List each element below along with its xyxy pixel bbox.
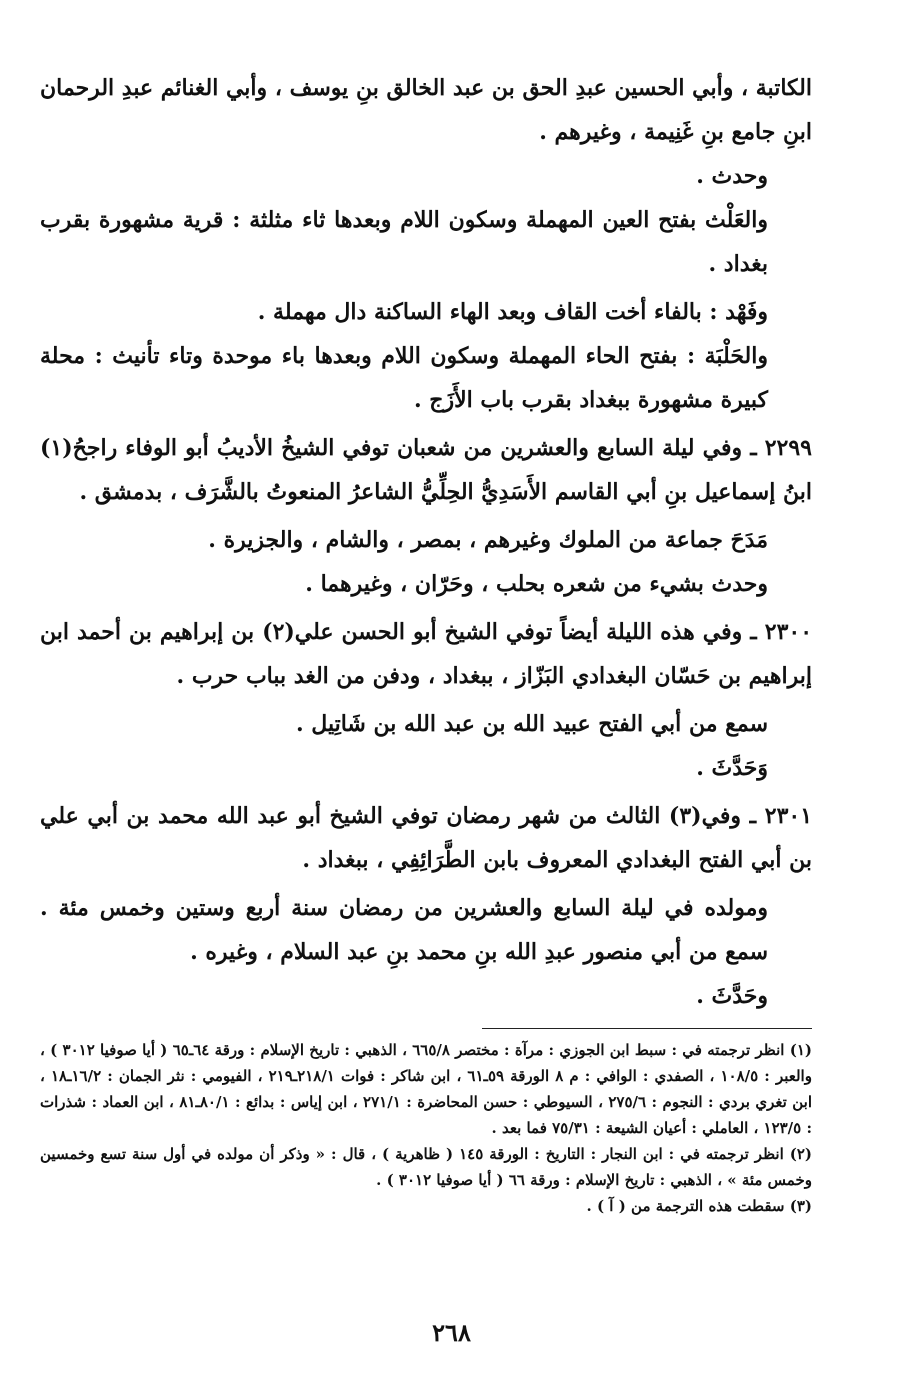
footnotes (40, 1037, 812, 1219)
paragraph: والعَلْث بفتح العين المهملة وسكون اللام وبعدها ثاء مثلثة : قرية مشهورة بقرب بغداد . (40, 207, 768, 277)
footnote-separator (482, 1028, 812, 1029)
paragraph: وحدث . (696, 163, 768, 189)
paragraph: الكاتبة ، وأبي الحسين عبدِ الحق بن عبد الخالق بنِ يوسف ، وأبي الغنائم عبدِ الرحمان ابنِ جامع بنِ غَنِيمة ، وغيرهم . (40, 75, 812, 145)
paragraph: ومولده في ليلة السابع والعشرين من رمضان سنة أربع وستين وخمس مئة . سمع من أبي منصور عبدِ الله بنِ محمد بنِ عبد السلام ، وغيره . (40, 895, 768, 965)
paragraph: مَدَحَ جماعة من الملوك وغيرهم ، بمصر ، والشام ، والجزيرة . (208, 527, 768, 553)
paragraph: سمع من أبي الفتح عبيد الله بن عبد الله بن شَاتِيل . (295, 711, 768, 737)
biography-entry-2299: ٢٢٩٩ ـ وفي ليلة السابع والعشرين من شعبان توفي الشيخُ الأديبُ أبو الوفاء راجحُ(١) ابنُ إسماعيل بنِ أبي القاسم الأَسَدِيُّ الحِلِّيُّ الشاعرُ المنعوتُ بالشَّرَف ، بدمشق . (40, 435, 812, 505)
paragraph: والحَلْبَة : بفتح الحاء المهملة وسكون اللام وبعدها باء موحدة وتاء تأنيث : محلة كبيرة مشهورة ببغداد بقرب باب الأَزَج . (40, 343, 768, 413)
paragraph: وفَهْد : بالفاء أخت القاف وبعد الهاء الساكنة دال مهملة . (257, 299, 768, 325)
main-text (40, 66, 812, 1018)
page-body (40, 66, 812, 1219)
paragraph: وحدث بشيء من شعره بحلب ، وحَرّان ، وغيرهما . (305, 571, 768, 597)
biography-entry-2301: ٢٣٠١ ـ وفي(٣) الثالث من شهر رمضان توفي الشيخ أبو عبد الله محمد بن أبي علي بن أبي الفتح البغدادي المعروف بابن الطَّرَائِفِي ، ببغداد . (40, 803, 813, 873)
footnote: (٣) سقطت هذه الترجمة من ( آ ) . (586, 1197, 812, 1215)
biography-entry-2300: ٢٣٠٠ ـ وفي هذه الليلة أيضاً توفي الشيخ أبو الحسن علي(٢) بن إبراهيم بن أحمد ابن إبراهيم بن حَسّان البغدادي البَزّاز ، ببغداد ، ودفن من الغد بباب حرب . (40, 619, 813, 689)
footnote: (١) انظر ترجمته في : سبط ابن الجوزي : مرآة : مختصر ٦٦٥/٨ ، الذهبي : تاريخ الإسلام : ورقة ٦٤ـ٦٥ ( أيا صوفيا ٣٠١٢ ) ، والعبر : ١٠٨/٥ ، الصفدي : الوافي : م ٨ الورقة ٥٩ـ٦١ ، ابن شاكر : فوات ٢١٨/١ـ٢١٩ ، الفيومي : نثر الجمان : ١٦/٢ـ١٨ ، ابن تغري بردي : النجوم : ٢٧٥/٦ ، السيوطي : حسن المحاضرة : ٢٧١/١ ، ابن إياس : بدائع : ٨٠/١ـ٨١ ، ابن العماد : شذرات : ١٢٣/٥ ، العاملي : أعيان الشيعة : ٧٥/٣١ فما بعد . (40, 1041, 812, 1137)
footnote: (٢) انظر ترجمته في : ابن النجار : التاريخ : الورقة ١٤٥ ( ظاهرية ) ، قال : « وذكر أن مولده في أول سنة تسع وخمسين وخمس مئة » ، الذهبي : تاريخ الإسلام : ورقة ٦٦ ( أيا صوفيا ٣٠١٢ ) . (40, 1145, 812, 1189)
paragraph: وَحَدَّثَ . (696, 755, 768, 781)
paragraph: وحَدَّثَ . (696, 983, 768, 1009)
page-number: ٢٦٨ (432, 1318, 471, 1347)
